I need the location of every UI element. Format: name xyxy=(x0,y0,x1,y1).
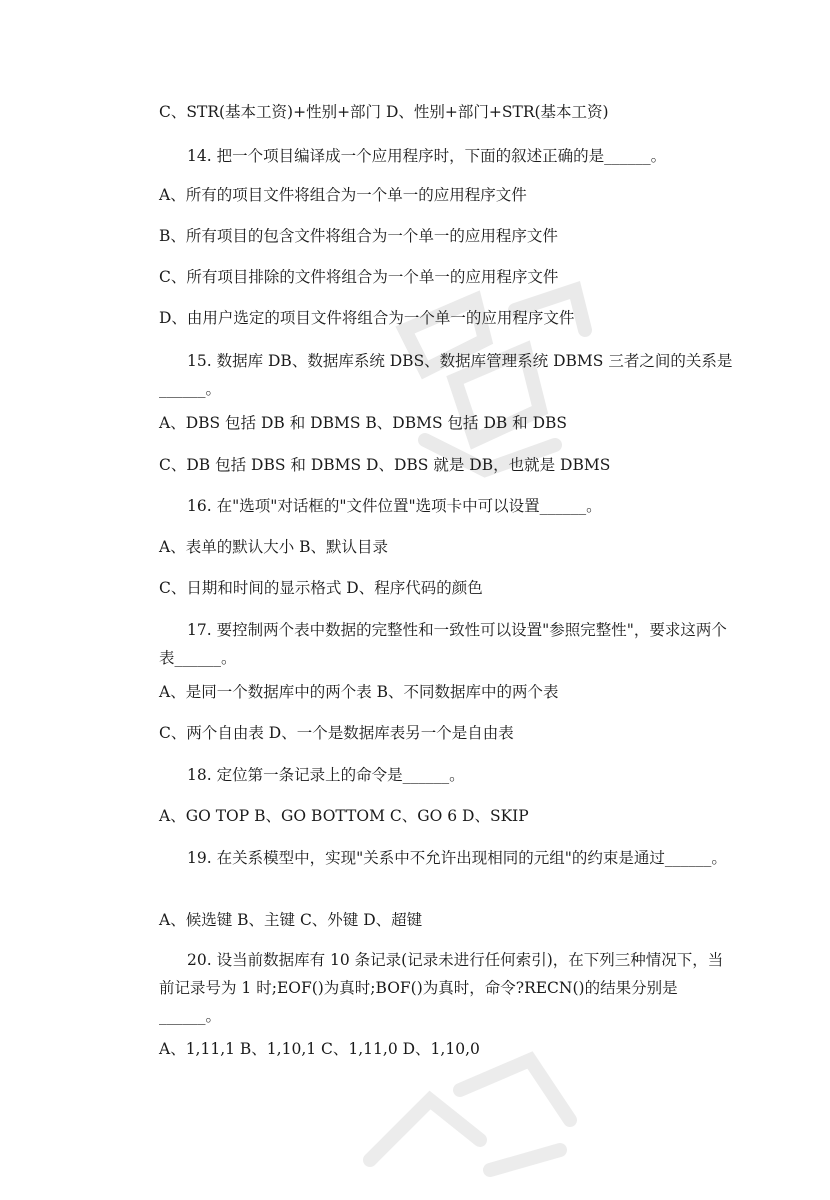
question-16: 16. 在"选项"对话框的"文件位置"选项卡中可以设置______。 xyxy=(187,497,602,515)
option-17cd: C、两个自由表 D、一个是数据库表另一个是自由表 xyxy=(159,724,514,742)
option-16cd: C、日期和时间的显示格式 D、程序代码的颜色 xyxy=(159,579,483,597)
question-15: 15. 数据库 DB、数据库系统 DBS、数据库管理系统 DBMS 三者之间的关系是______。 xyxy=(159,352,733,398)
question-17: 17. 要控制两个表中数据的完整性和一致性可以设置"参照完整性"，要求这两个表______。 xyxy=(159,621,727,667)
question-14: 14. 把一个项目编译成一个应用程序时，下面的叙述正确的是______。 xyxy=(187,147,667,165)
option-14b: B、所有项目的包含文件将组合为一个单一的应用程序文件 xyxy=(159,227,558,245)
option-17ab: A、是同一个数据库中的两个表 B、不同数据库中的两个表 xyxy=(159,683,559,701)
option-18: A、GO TOP B、GO BOTTOM C、GO 6 D、SKIP xyxy=(159,807,529,825)
option-19: A、候选键 B、主键 C、外键 D、超键 xyxy=(159,911,423,929)
option-14a: A、所有的项目文件将组合为一个单一的应用程序文件 xyxy=(159,186,527,204)
option-14c: C、所有项目排除的文件将组合为一个单一的应用程序文件 xyxy=(159,268,559,286)
option-16ab: A、表单的默认大小 B、默认目录 xyxy=(159,538,389,556)
option-15ab: A、DBS 包括 DB 和 DBMS B、DBMS 包括 DB 和 DBS xyxy=(159,414,568,432)
watermark-logo-bottom xyxy=(340,1040,600,1200)
option-14d: D、由用户选定的项目文件将组合为一个单一的应用程序文件 xyxy=(159,309,575,327)
question-20: 20. 设当前数据库有 10 条记录(记录未进行任何索引)，在下列三种情况下，当前记录号为 1 时;EOF()为真时;BOF()为真时，命令?RECN()的结果分别是______。 xyxy=(159,951,724,1025)
question-18: 18. 定位第一条记录上的命令是______。 xyxy=(187,766,465,784)
option-line-13cd: C、STR(基本工资)+性别+部门 D、性别+部门+STR(基本工资) xyxy=(159,103,609,121)
option-15cd: C、DB 包括 DBS 和 DBMS D、DBS 就是 DB，也就是 DBMS xyxy=(159,456,611,474)
question-19: 19. 在关系模型中，实现"关系中不允许出现相同的元组"的约束是通过______。 xyxy=(187,849,727,867)
option-20: A、1,11,1 B、1,10,1 C、1,11,0 D、1,10,0 xyxy=(159,1040,480,1058)
